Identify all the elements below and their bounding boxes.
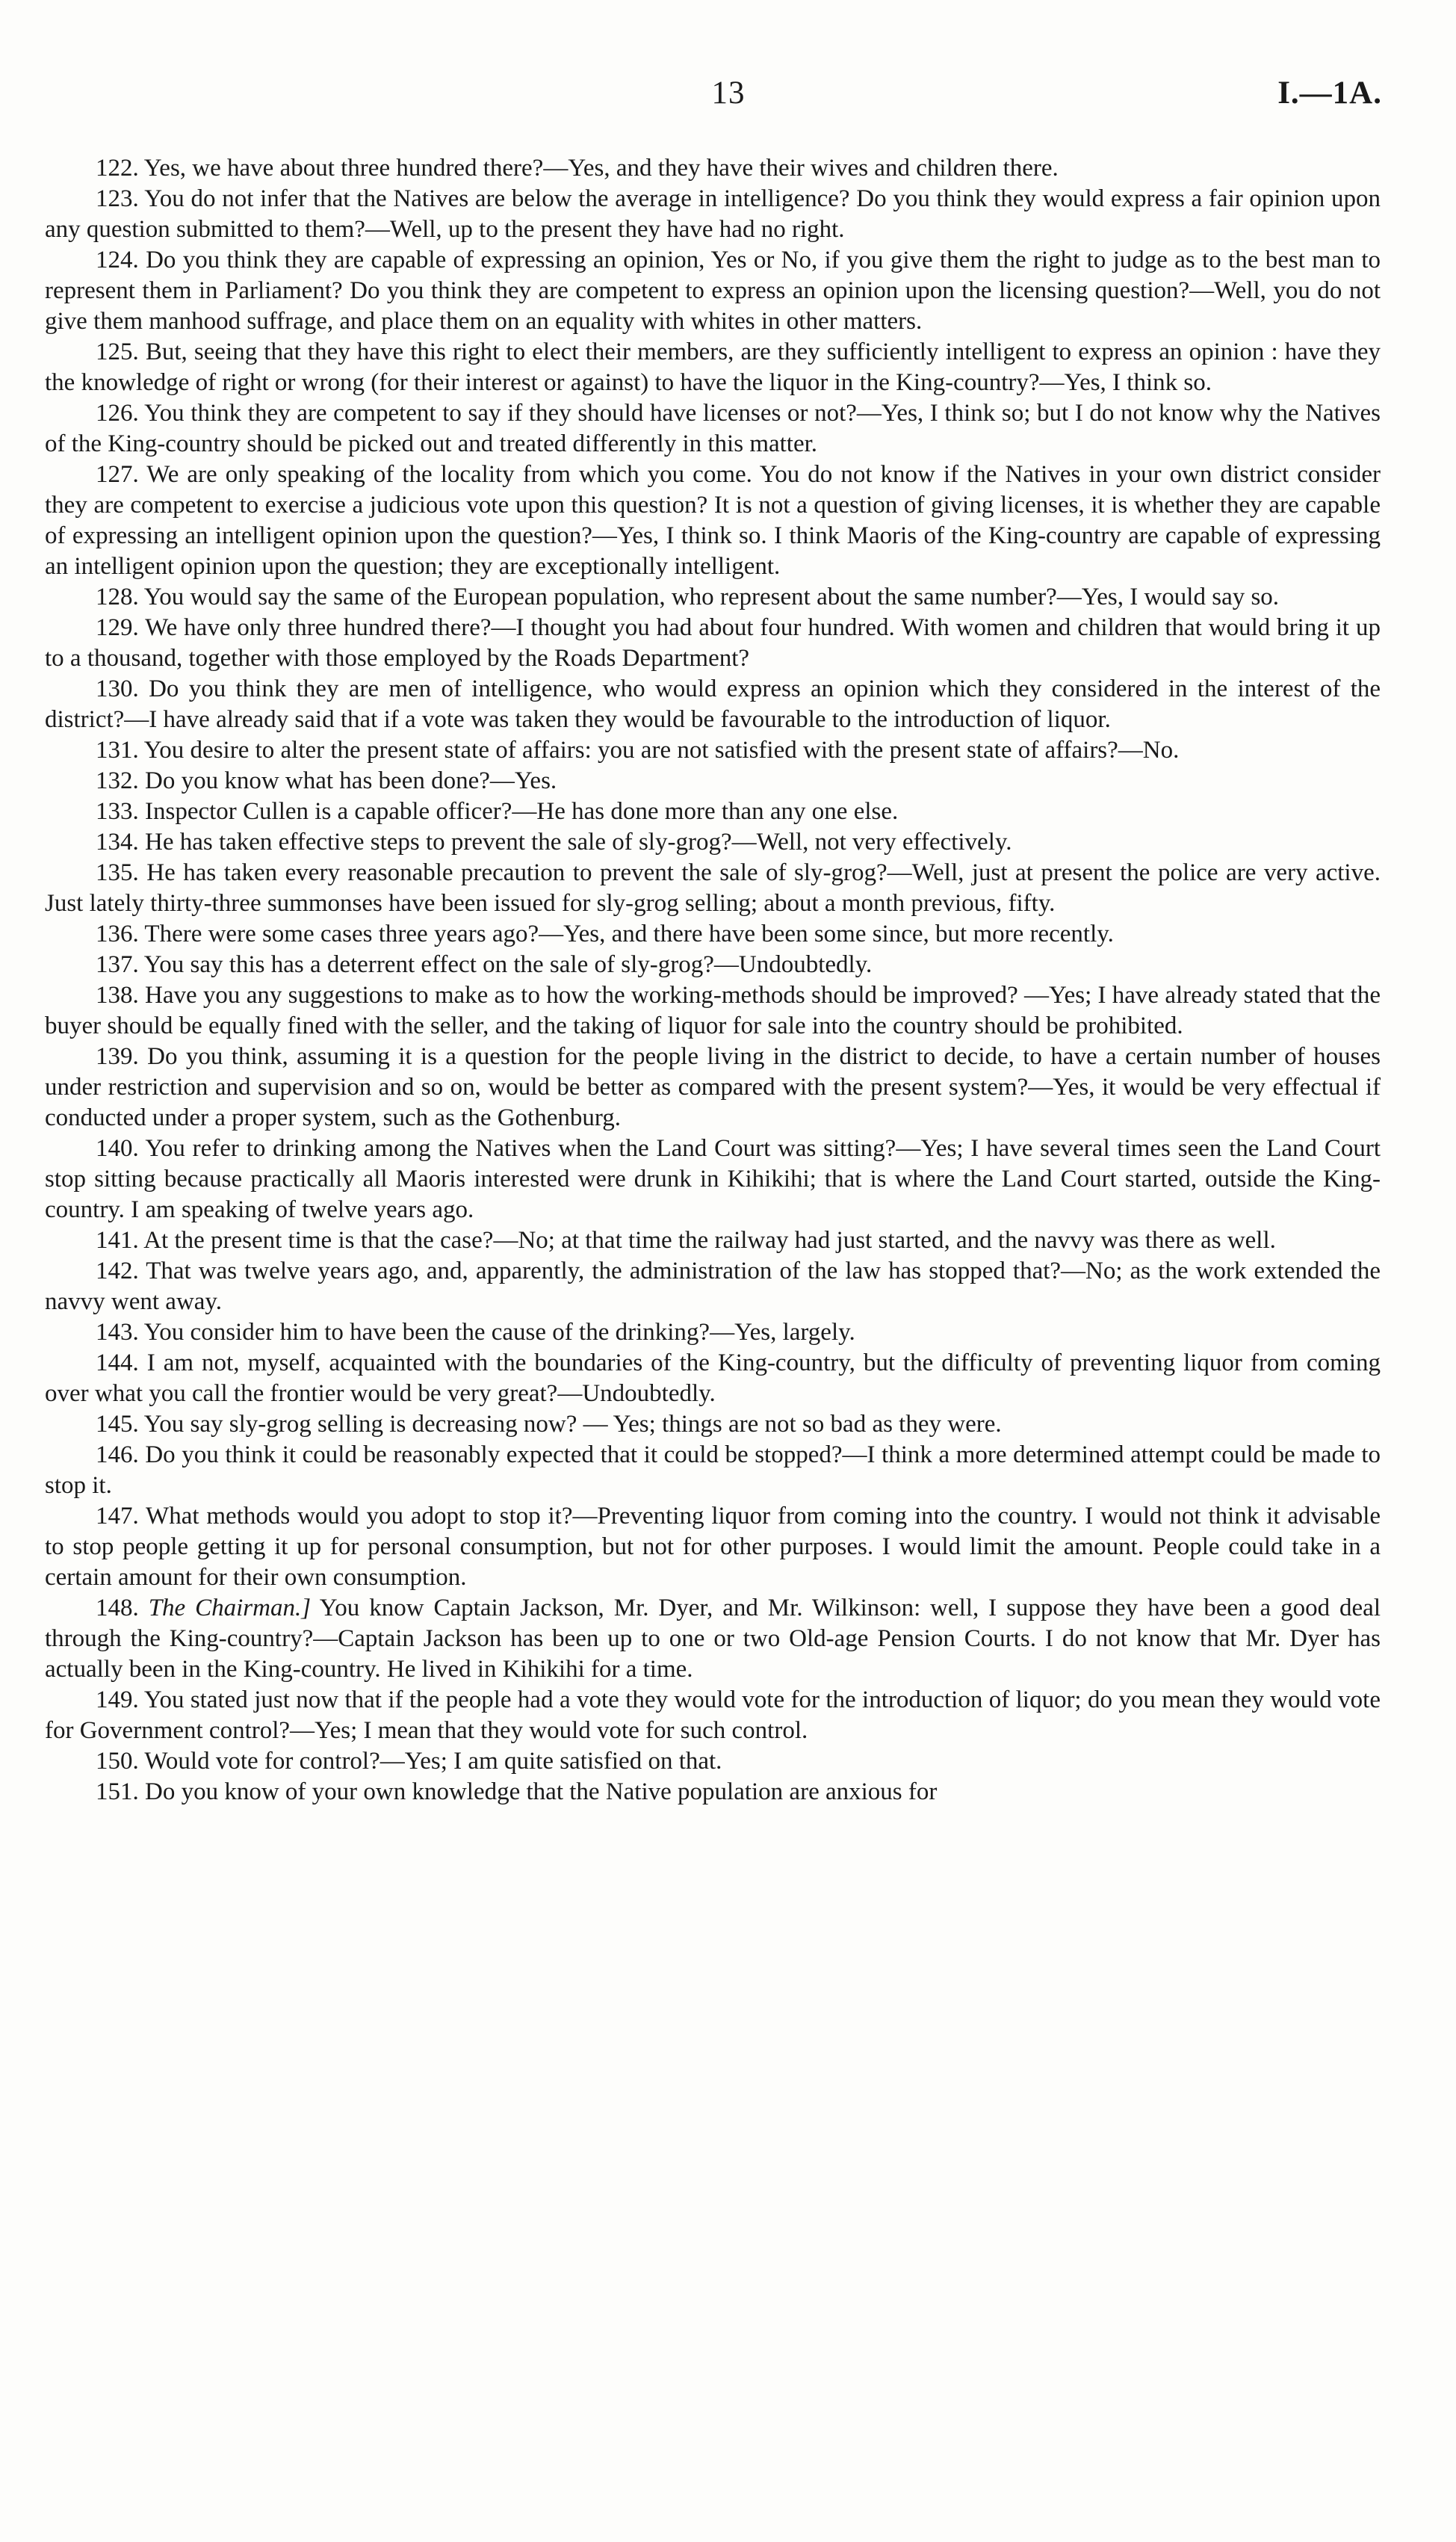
paragraph-number: 131. [96,737,139,764]
paragraph-text: That was twelve years ago, and, apparently, the administration of the law has stopped that?—No; as the work extended the navvy went away. [45,1258,1381,1315]
paragraph-number: 144. [96,1349,139,1376]
paragraph-145 [45,1409,1381,1440]
paragraph-text: He has taken every reasonable precaution to prevent the sale of sly-grog?—Well, just at present the police are very active. Just lately thirty-three summonses have been issued for sly-grog selling; about a month previous, fifty. [45,859,1381,917]
paragraph-number: 142. [96,1258,139,1284]
paragraph-number: 150. [96,1748,139,1775]
paragraph-129 [45,613,1381,674]
paragraph-number: 132. [96,767,139,794]
paragraph-141 [45,1225,1381,1256]
paragraph-text: But, seeing that they have this right to elect their members, are they sufficiently intelligent to express an opinion : have they the knowledge of right or wrong (for their interest or against) to have the liquor in the King-country?—Yes, I think so. [45,338,1381,396]
paragraph-text: Do you think they are capable of expressing an opinion, Yes or No, if you give them the right to judge as to the best man to represent them in Parliament? Do you think they are competent to express an opinion upon the licensing question?—Well, you do not give them manhood suffrage, and place them on an equality with whites in other matters. [45,247,1381,335]
paragraph-150 [45,1746,1381,1777]
paragraph-130 [45,674,1381,735]
paragraph-text: There were some cases three years ago?—Yes, and there have been some since, but more recently. [144,921,1114,947]
paragraph-text: Have you any suggestions to make as to how the working-methods should be improved? —Yes; I have already stated that the buyer should be equally fined with the seller, and the taking of liquor for sale into the country should be prohibited. [45,982,1381,1039]
paragraph-text: Do you think, assuming it is a question for the people living in the district to decide, to have a certain number of houses under restriction and supervision and so on, would be better as compared with the present system?—Yes, it would be very effectual if conducted under a proper system, such as the Gothenburg. [45,1043,1381,1131]
paragraph-text: We are only speaking of the locality from which you come. You do not know if the Natives in your own district consider they are competent to exercise a judicious vote upon this question? It is not a question of giving licenses, it is whether they are capable of expressing an intelligent opinion upon the question?—Yes, I think so. I think Maoris of the King-country are capable of expressing an intelligent opinion upon the question; they are exceptionally intelligent. [45,461,1381,580]
paragraph-text: What methods would you adopt to stop it?—Preventing liquor from coming into the country. I would not think it advisable to stop people getting it up for personal consumption, but not for other purposes. I would limit the amount. People could take in a certain amount for their own consumption. [45,1503,1381,1591]
paragraph-132 [45,766,1381,797]
paragraph-number: 146. [96,1441,139,1468]
paragraph-143 [45,1317,1381,1348]
paragraph-number: 141. [96,1227,139,1254]
paragraph-text: You would say the same of the European population, who represent about the same number?—Yes, I would say so. [143,584,1280,610]
paragraph-number: 128. [96,584,139,610]
page-header [75,75,1382,120]
paragraph-number: 124. [96,247,139,273]
paragraph-text: Inspector Cullen is a capable officer?—He has done more than any one else. [145,798,899,825]
paragraph-142 [45,1256,1381,1317]
paragraph-number: 135. [96,859,139,886]
paragraph-number: 130. [96,675,139,702]
paragraph-text: You say this has a deterrent effect on the sale of sly-grog?—Undoubtedly. [143,951,873,978]
paragraph-number: 149. [96,1686,139,1713]
paragraph-126 [45,398,1381,460]
paragraph-text: You say sly-grog selling is decreasing now? — Yes; things are not so bad as they were. [143,1411,1002,1438]
paragraph-number: 122. [96,155,139,182]
paragraph-text: You think they are competent to say if they should have licenses or not?—Yes, I think so; but I do not know why the Natives of the King-country should be picked out and treated differently in this matter. [45,400,1381,457]
paragraph-number: 143. [96,1319,139,1346]
paragraph-text: You know Captain Jackson, Mr. Dyer, and Mr. Wilkinson: well, I suppose they have been a good deal through the King-country?—Captain Jackson has been up to one or two Old-age Pension Courts. I do not know that Mr. Dyer has actually been in the King-country. He lived in Kihikihi for a time. [45,1595,1381,1683]
document-reference: I.—1A. [1277,75,1382,111]
paragraph-123 [45,184,1381,245]
paragraph-135 [45,858,1381,919]
paragraph-124 [45,245,1381,337]
paragraph-text: Do you know of your own knowledge that the Native population are anxious for [145,1778,938,1805]
paragraph-137 [45,950,1381,980]
paragraph-number: 133. [96,798,139,825]
paragraph-147 [45,1501,1381,1593]
paragraph-148 [45,1593,1381,1685]
paragraph-text: We have only three hundred there?—I thought you had about four hundred. With women and children that would bring it up to a thousand, together with those employed by the Roads Department? [45,614,1381,672]
paragraph-151 [45,1777,1381,1807]
paragraph-138 [45,980,1381,1042]
paragraph-122 [45,153,1381,184]
paragraph-number: 129. [96,614,139,641]
paragraph-text: Yes, we have about three hundred there?—Yes, and they have their wives and children there. [143,155,1059,182]
paragraph-149 [45,1685,1381,1746]
paragraph-number: 140. [96,1135,139,1162]
paragraph-number: 125. [96,338,139,365]
paragraph-139 [45,1042,1381,1134]
paragraph-text: You do not infer that the Natives are below the average in intelligence? Do you think they would express a fair opinion upon any question submitted to them?—Well, up to the present they have had no right. [45,185,1381,243]
paragraph-128 [45,582,1381,613]
paragraph-text: Do you think it could be reasonably expected that it could be stopped?—I think a more determined attempt could be made to stop it. [45,1441,1381,1499]
paragraph-text: He has taken effective steps to prevent the sale of sly-grog?—Well, not very effectively. [145,829,1012,856]
paragraph-text: Do you think they are men of intelligence, who would express an opinion which they considered in the interest of the district?—I have already said that if a vote was taken they would be favourable to the introduction of liquor. [45,675,1381,733]
paragraph-133 [45,797,1381,827]
paragraph-number: 123. [96,185,139,212]
paragraph-131 [45,735,1381,766]
paragraph-text: You desire to alter the present state of affairs: you are not satisfied with the present state of affairs?—No. [143,737,1180,764]
paragraph-number: 151. [96,1778,139,1805]
paragraph-number: 148. [96,1595,139,1621]
paragraph-146 [45,1440,1381,1501]
paragraph-number: 138. [96,982,139,1009]
paragraph-text: I am not, myself, acquainted with the boundaries of the King-country, but the difficulty of preventing liquor from coming over what you call the frontier would be very great?—Undoubtedly. [45,1349,1381,1407]
page-number: 13 [711,75,746,111]
paragraph-number: 145. [96,1411,139,1438]
paragraph-127 [45,460,1381,582]
testimony-body [45,153,1381,1807]
paragraph-number: 126. [96,400,139,427]
paragraph-136 [45,919,1381,950]
paragraph-number: 127. [96,461,139,488]
speaker-label: The Chairman.] [148,1595,312,1621]
paragraph-number: 134. [96,829,139,856]
paragraph-number: 136. [96,921,139,947]
paragraph-134 [45,827,1381,858]
paragraph-number: 147. [96,1503,139,1530]
paragraph-140 [45,1134,1381,1225]
paragraph-text: At the present time is that the case?—No; at that time the railway had just started, and the navvy was there as well. [143,1227,1276,1254]
paragraph-number: 137. [96,951,139,978]
paragraph-number: 139. [96,1043,139,1070]
paragraph-text: Do you know what has been done?—Yes. [145,767,557,794]
paragraph-125 [45,337,1381,398]
paragraph-text: You stated just now that if the people had a vote they would vote for the introduction of liquor; do you mean they would vote for Government control?—Yes; I mean that they would vote for such control. [45,1686,1381,1744]
paragraph-144 [45,1348,1381,1409]
paragraph-text: You consider him to have been the cause of the drinking?—Yes, largely. [143,1319,855,1346]
paragraph-text: You refer to drinking among the Natives when the Land Court was sitting?—Yes; I have several times seen the Land Court stop sitting because practically all Maoris interested were drunk in Kihikihi; that is where the Land Court started, outside the King-country. I am speaking of twelve years ago. [45,1135,1381,1223]
paragraph-text: Would vote for control?—Yes; I am quite satisfied on that. [144,1748,722,1775]
